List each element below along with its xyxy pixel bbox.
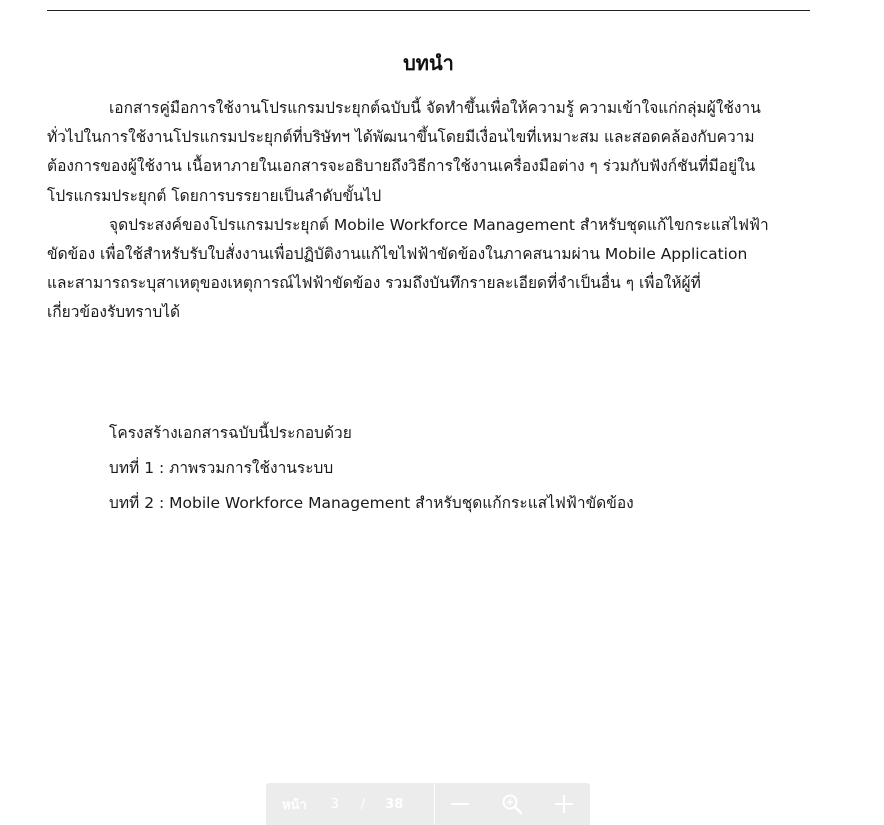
page-separator: / <box>360 796 366 812</box>
total-pages: 38 <box>385 796 404 812</box>
paragraph-line: จุดประสงค์ของโปรแกรมประยุกต์ Mobile Workforce Management สำหรับชุดแก้ไขกระแสไฟฟ้า <box>109 215 769 234</box>
header-rule <box>47 10 810 11</box>
paragraph-line: เกี่ยวข้องรับทราบได้ <box>47 303 181 322</box>
chapter-item: บทที่ 1 : ภาพรวมการใช้งานระบบ <box>109 459 334 477</box>
paragraph-line: ทั่วไปในการใช้งานโปรแกรมประยุกต์ที่บริษัทฯ ได้พัฒนาขึ้นโดยมีเงื่อนไขที่เหมาะสม และสอดคล้องกับความ <box>47 128 755 147</box>
page-navigation-bar <box>266 783 590 825</box>
paragraph-line: เอกสารคู่มือการใช้งานโปรแกรมประยุกต์ฉบับนี้ จัดทำขึ้นเพื่อให้ความรู้ ความเข้าใจแก่กลุ่มผู้ใช้งาน <box>109 99 761 117</box>
structure-heading: โครงสร้างเอกสารฉบับนี้ประกอบด้วย <box>109 424 352 442</box>
introduction-text <box>47 94 810 328</box>
page-label: หน้า <box>282 797 307 813</box>
page-indicator <box>266 783 435 825</box>
page-title: บทนำ <box>403 51 454 75</box>
paragraph-line: ต้องการของผู้ใช้งาน เนื้อหาภายในเอกสารจะอธิบายถึงวิธีการใช้งานเครื่องมือต่าง ๆ ร่วมกับฟังก์ชันที่มีอยู่ใน <box>47 157 756 176</box>
current-page-input[interactable]: 3 <box>330 796 339 812</box>
zoom-in-icon <box>554 794 574 814</box>
chapter-item: บทที่ 2 : Mobile Workforce Management สำหรับชุดแก้กระแสไฟฟ้าขัดข้อง <box>109 494 634 512</box>
zoom-reset-icon <box>501 793 523 815</box>
paragraph-line: โปรแกรมประยุกต์ โดยการบรรยายเป็นลำดับขั้นไป <box>47 186 382 205</box>
zoom-out-button[interactable] <box>435 783 487 825</box>
zoom-out-icon <box>450 794 470 814</box>
zoom-in-button[interactable] <box>538 783 590 825</box>
document-structure <box>109 416 634 521</box>
zoom-reset-button[interactable] <box>486 783 538 825</box>
paragraph-line: ขัดข้อง เพื่อใช้สำหรับรับใบสั่งงานเพื่อปฏิบัติงานแก้ไขไฟฟ้าขัดข้องในภาคสนามผ่าน Mobile Application <box>47 245 748 264</box>
paragraph-line: และสามารถระบุสาเหตุของเหตุการณ์ไฟฟ้าขัดข้อง รวมถึงบันทึกรายละเอียดที่จำเป็นอื่น ๆ เพื่อให้ผู้ที่ <box>47 274 701 293</box>
